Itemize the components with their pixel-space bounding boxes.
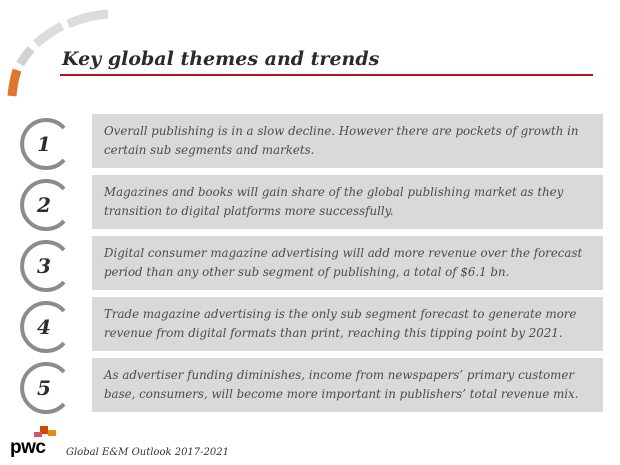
theme-number: 4 — [37, 315, 51, 339]
theme-row — [0, 358, 620, 416]
theme-number: 2 — [37, 193, 51, 217]
theme-row — [0, 236, 620, 294]
theme-text: Trade magazine advertising is the only sub segment forecast to generate more revenue from digital formats than print, reaching this tipping point by 2021. — [104, 307, 577, 340]
theme-row — [0, 114, 620, 172]
theme-number: 1 — [37, 132, 51, 156]
title-underline — [60, 74, 593, 76]
theme-text: Magazines and books will gain share of the global publishing market as they transition to digital platforms more successfully. — [104, 185, 564, 218]
page-title: Key global themes and trends — [62, 48, 380, 70]
pwc-logo: pwc — [10, 437, 46, 458]
theme-box — [92, 297, 603, 351]
theme-number: 5 — [37, 376, 51, 400]
theme-row — [0, 297, 620, 355]
theme-text: Overall publishing is in a slow decline. However there are pockets of growth in certain sub segments and markets. — [104, 124, 579, 157]
theme-box — [92, 358, 603, 412]
theme-text: As advertiser funding diminishes, income from newspapers’ primary customer base, consumers, will become more important in publishers’ total revenue mix. — [104, 368, 579, 401]
theme-text: Digital consumer magazine advertising will add more revenue over the forecast period than any other sub segment of publishing, a total of $6.1 bn. — [104, 246, 583, 279]
footer-source: Global E&M Outlook 2017-2021 — [66, 447, 229, 458]
theme-box — [92, 114, 603, 168]
theme-box — [92, 175, 603, 229]
theme-number: 3 — [37, 254, 51, 278]
theme-row — [0, 175, 620, 233]
theme-box — [92, 236, 603, 290]
